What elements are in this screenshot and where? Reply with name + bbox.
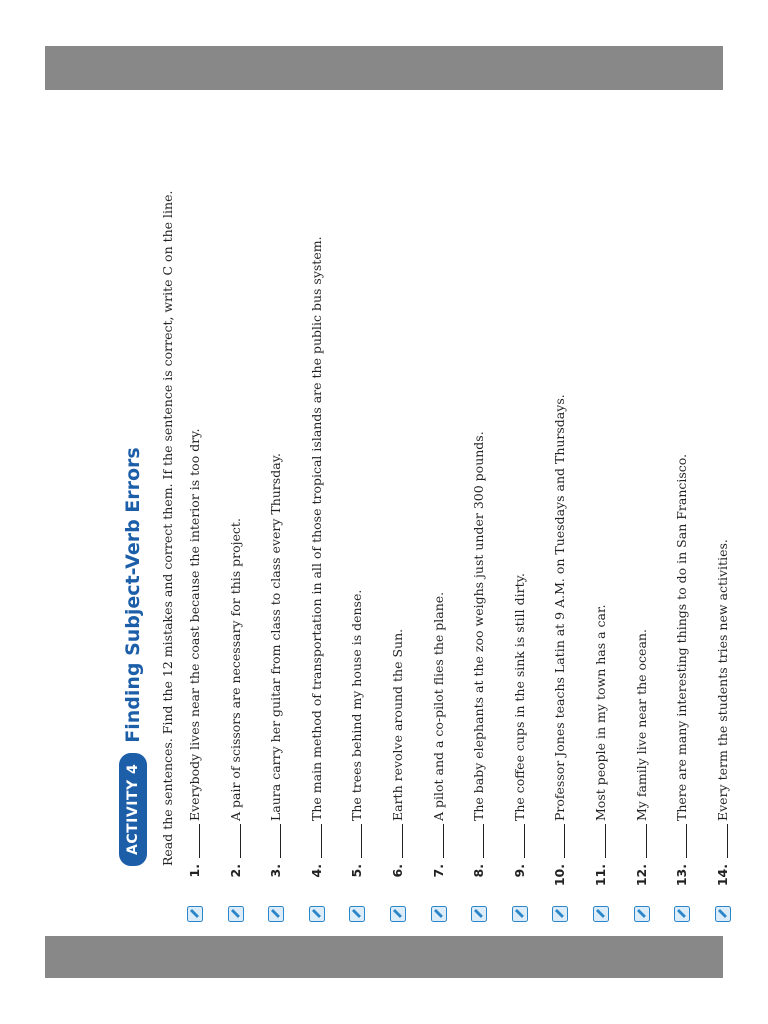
pencil-edit-icon[interactable] bbox=[268, 906, 284, 922]
item-sentence: Laura carry her guitar from class to class every Thursday. bbox=[268, 452, 284, 821]
activity-header bbox=[114, 447, 152, 866]
answer-line[interactable] bbox=[552, 824, 565, 858]
pencil-edit-icon[interactable] bbox=[309, 906, 325, 922]
item-sentence: Every term the students tries new activities. bbox=[714, 539, 730, 821]
item-sentence: Earth revolve around the Sun. bbox=[389, 628, 405, 821]
rotated-page bbox=[114, 98, 730, 928]
pencil-edit-icon[interactable] bbox=[674, 906, 690, 922]
item-number: 10. bbox=[552, 864, 568, 887]
item-sentence: There are many interesting things to do in San Francisco. bbox=[674, 453, 690, 821]
answer-line[interactable] bbox=[715, 824, 728, 858]
item-sentence: Most people in my town has a car. bbox=[592, 604, 608, 821]
item-number: 5. bbox=[349, 864, 365, 878]
exercise-item bbox=[349, 98, 390, 928]
pencil-edit-icon[interactable] bbox=[431, 906, 447, 922]
answer-line[interactable] bbox=[309, 824, 322, 858]
answer-line[interactable] bbox=[228, 824, 241, 858]
top-toolbar-bar bbox=[45, 46, 723, 90]
item-number: 2. bbox=[227, 864, 243, 878]
item-number: 11. bbox=[592, 864, 608, 887]
exercise-item bbox=[715, 98, 756, 928]
item-number: 3. bbox=[268, 864, 284, 878]
item-sentence: The trees behind my house is dense. bbox=[349, 589, 365, 821]
activity-badge: ACTIVITY 4 bbox=[119, 753, 147, 866]
answer-line[interactable] bbox=[634, 824, 647, 858]
item-number: 1. bbox=[187, 864, 202, 878]
pencil-edit-icon[interactable] bbox=[634, 906, 650, 922]
exercise-item bbox=[552, 98, 593, 928]
item-number: 4. bbox=[308, 864, 324, 878]
activity-title: Finding Subject-Verb Errors bbox=[122, 447, 144, 743]
item-sentence: Professor Jones teachs Latin at 9 A.M. on Tuesdays and Thursdays. bbox=[552, 394, 568, 821]
pencil-edit-icon[interactable] bbox=[593, 906, 609, 922]
answer-line[interactable] bbox=[187, 824, 200, 858]
exercise-item bbox=[674, 98, 715, 928]
item-sentence: Everybody lives near the coast because the interior is too dry. bbox=[187, 428, 202, 821]
answer-line[interactable] bbox=[593, 824, 606, 858]
answer-line[interactable] bbox=[674, 824, 687, 858]
bottom-toolbar-bar bbox=[45, 936, 723, 978]
answer-line[interactable] bbox=[268, 824, 281, 858]
answer-line[interactable] bbox=[512, 824, 525, 858]
pencil-edit-icon[interactable] bbox=[349, 906, 365, 922]
item-sentence: The baby elephants at the zoo weighs just under 300 pounds. bbox=[471, 431, 487, 821]
pencil-edit-icon[interactable] bbox=[512, 906, 528, 922]
pencil-edit-icon[interactable] bbox=[552, 906, 568, 922]
exercise-item bbox=[431, 98, 472, 928]
item-number: 7. bbox=[430, 864, 446, 878]
item-sentence: A pair of scissors are necessary for this project. bbox=[227, 518, 243, 821]
exercise-item bbox=[187, 98, 228, 928]
item-sentence: A pilot and a co-pilot flies the plane. bbox=[430, 591, 446, 821]
item-number: 8. bbox=[471, 864, 487, 878]
pencil-edit-icon[interactable] bbox=[228, 906, 244, 922]
answer-line[interactable] bbox=[390, 824, 403, 858]
answer-line[interactable] bbox=[471, 824, 484, 858]
item-sentence: My family live near the ocean. bbox=[633, 629, 649, 821]
pencil-edit-icon[interactable] bbox=[715, 906, 731, 922]
item-sentence: The main method of transportation in all of those tropical islands are the public bus system. bbox=[308, 236, 324, 821]
exercise-item bbox=[228, 98, 269, 928]
answer-line[interactable] bbox=[349, 824, 362, 858]
exercise-item bbox=[593, 98, 634, 928]
exercise-item bbox=[634, 98, 675, 928]
item-sentence: The coffee cups in the sink is still dirty. bbox=[511, 572, 527, 821]
exercise-item bbox=[471, 98, 512, 928]
exercise-item bbox=[268, 98, 309, 928]
exercise-item bbox=[309, 98, 350, 928]
exercise-list bbox=[187, 98, 755, 928]
pencil-edit-icon[interactable] bbox=[390, 906, 406, 922]
pencil-edit-icon[interactable] bbox=[187, 906, 203, 922]
instructions: Read the sentences. Find the 12 mistakes and correct them. If the sentence is correct, write C on the line. bbox=[160, 190, 175, 866]
item-number: 14. bbox=[714, 864, 730, 887]
item-number: 6. bbox=[389, 864, 405, 878]
item-number: 12. bbox=[633, 864, 649, 887]
pencil-edit-icon[interactable] bbox=[471, 906, 487, 922]
item-number: 13. bbox=[674, 864, 690, 887]
item-number: 9. bbox=[511, 864, 527, 878]
exercise-item bbox=[390, 98, 431, 928]
exercise-item bbox=[512, 98, 553, 928]
answer-line[interactable] bbox=[431, 824, 444, 858]
